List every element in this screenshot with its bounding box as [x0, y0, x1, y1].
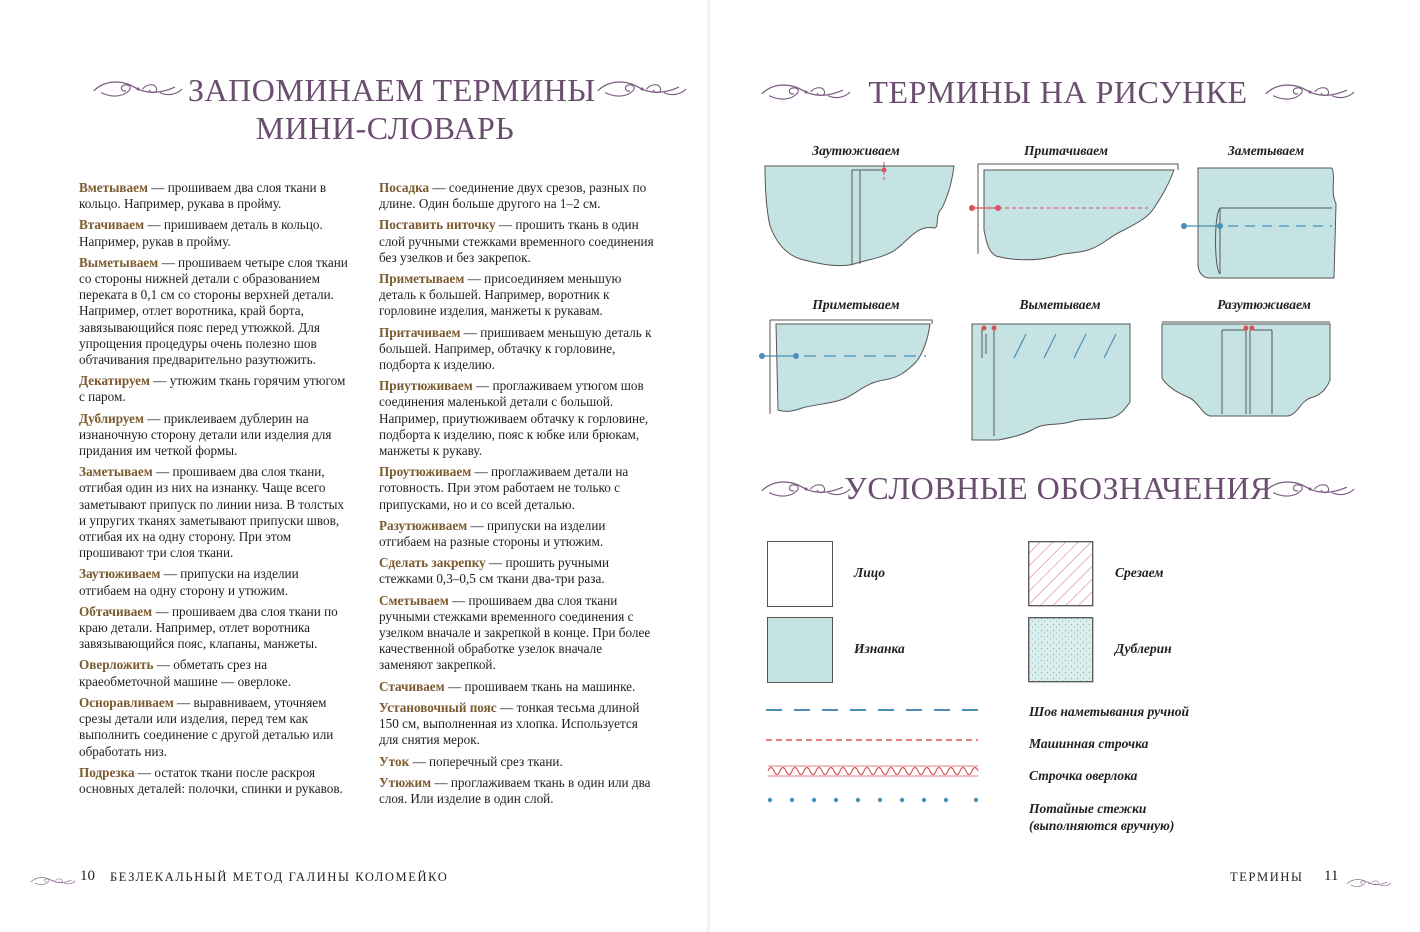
swatch-back — [767, 617, 833, 683]
glossary-definition: обметать срез на краеобметочной машине — оверлоке. — [79, 657, 291, 689]
glossary-term: Обтачиваем — [79, 603, 153, 619]
glossary-definition: прошиваем два слоя ткани по краю детали. Например, отлет воротника завязывающийся пояс, клапаны, манжеты. — [79, 603, 338, 652]
glossary-term: Разутюживаем — [379, 517, 468, 533]
glossary-definition: припуски на изделии отгибаем на разные стороны и утюжим. — [379, 517, 606, 550]
swatch-face — [767, 541, 833, 607]
glossary-definition: выравниваем, уточняем срезы детали или изделия, перед тем как выполнить соединение с другой деталью или обработать низ. — [79, 694, 334, 759]
glossary-term: Вметываем — [79, 180, 148, 195]
glossary-definition: прошить ткань в один слой ручными стежками временного соединения без узелков и без закрепок. — [379, 217, 654, 265]
glossary-term: Притачиваем — [379, 324, 461, 340]
glossary-entry: Приметываем — присоединяем меньшую деталь к большей. Например, воротник к горловине изделия, манжеты к рукавам. — [379, 271, 622, 319]
glossary-entry: Установочный пояс — тонкая тесьма длиной 150 см, выполненная из хлопка. Используется для снятия мерок. — [379, 699, 640, 748]
glossary-term: Сделать закрепку — [379, 555, 486, 571]
diagram-vymetyvaem — [970, 318, 1138, 442]
diagram-razutyuzhivaem — [1160, 318, 1336, 422]
legend-label-face: Лицо — [854, 565, 886, 580]
section-title-terms: ТЕРМИНЫ НА РИСУНКЕ — [868, 74, 1248, 110]
page-subtitle: МИНИ-СЛОВАРЬ — [255, 110, 515, 146]
glossary-column-1 — [79, 180, 352, 802]
glossary-definition: поперечный срез ткани. — [428, 753, 563, 769]
flourish-ornament-icon — [1346, 876, 1392, 890]
glossary-entry: Дублируем — приклеиваем дублерин на изнаночную сторону детали или изделия для придания им четкой формы. — [79, 410, 332, 459]
diagram-label: Заметываем — [1227, 143, 1305, 158]
glossary-entry: Сметываем — прошиваем два слоя ткани ручными стежками временного соединения с узелком вначале и закрепкой в конце. При более качественной обработке узелок вначале заменяют закрепкой. — [379, 592, 651, 673]
legend-label-machine: Машинная строчка — [1029, 736, 1149, 751]
legend-label-cut: Срезаем — [1115, 565, 1164, 580]
glossary-entry: Втачиваем — пришиваем деталь в кольцо. Например, рукав в пройму. — [79, 217, 323, 249]
glossary-term: Декатируем — [79, 373, 150, 389]
glossary-definition: присоединяем меньшую деталь к большей. Например, воротник к горловине изделия, манжеты к рукавам. — [379, 271, 622, 319]
glossary-entry: Поставить ниточку — прошить ткань в один слой ручными стежками временного соединения без узелков и без закрепок. — [379, 217, 654, 265]
glossary-entry: Притачиваем — пришиваем меньшую деталь к большей. Например, обтачку к горловине, подборта к изделию. — [379, 324, 652, 373]
glossary-entry: Стачиваем — прошиваем ткань на машинке. — [379, 678, 636, 694]
flourish-ornament-icon — [30, 874, 76, 888]
diagram-label: Разутюживаем — [1217, 297, 1311, 312]
glossary-term: Подрезка — [79, 764, 135, 780]
glossary-definition: прошиваем два слоя ткани, отгибая один из них на изнанку. Чаще всего заметывают припуск по линии низа. В толстых и упругих тканях заметывают припуски швов, отгибая их на одну сторону. При этом прошивают три слоя ткани. — [79, 464, 345, 561]
glossary-definition: приклеиваем дублерин на изнаночную сторону детали или изделия для придания им четкой формы. — [79, 410, 332, 459]
diagram-zametyvaem — [1180, 164, 1342, 282]
diagram-label: Приметываем — [812, 297, 900, 312]
legend-label-basting: Шов наметывания ручной — [1029, 704, 1189, 719]
flourish-ornament-icon — [1264, 476, 1356, 502]
left-page — [0, 0, 708, 932]
glossary-definition: прошиваем четыре слоя ткани со стороны нижней детали с образованием переката в 0,1 см со стороны верхней детали. Например, отлет воротника, край борта, завязывающийся пояс перед утюжкой. Для упрощения процедуры очень полезно шов обтачивания предварительно разутюжить. — [79, 254, 348, 368]
flourish-ornament-icon — [596, 76, 688, 102]
glossary-entry: Заутюживаем — припуски на изделии отгибаем на одну сторону и утюжим. — [79, 566, 299, 598]
diagram-primetyvaem — [756, 316, 936, 418]
glossary-definition: остаток ткани после раскроя основных деталей: полочки, спинки и рукавов. — [79, 764, 343, 796]
glossary-entry: Разутюживаем — припуски на изделии отгибаем на разные стороны и утюжим. — [379, 517, 606, 550]
glossary-definition: припуски на изделии отгибаем на одну сторону и утюжим. — [79, 566, 299, 598]
glossary-definition: проглаживаем ткань в один или два слоя. Или изделие в один слой. — [379, 774, 651, 806]
glossary-definition: прошиваем два слоя ткани в кольцо. Например, рукава в пройму. — [79, 180, 327, 212]
glossary-entry: Обтачиваем — прошиваем два слоя ткани по краю детали. Например, отлет воротника завязывающийся пояс, клапаны, манжеты. — [79, 603, 338, 652]
glossary-term: Заутюживаем — [79, 566, 161, 582]
legend-label-interfacing: Дублерин — [1115, 641, 1172, 656]
flourish-ornament-icon — [1264, 79, 1356, 105]
glossary-definition: прошить ручными стежками 0,3–0,5 см ткани два-три раза. — [379, 555, 610, 587]
running-footer: ТЕРМИНЫ — [1230, 870, 1304, 884]
glossary-term: Проутюживаем — [379, 464, 472, 480]
glossary-term: Оверложить — [79, 657, 154, 673]
glossary-term: Уток — [379, 753, 410, 769]
legend-label-back: Изнанка — [854, 641, 905, 656]
glossary-term: Поставить ниточку — [379, 217, 496, 233]
glossary-term: Приутюживаем — [379, 378, 473, 394]
glossary-entry: Приутюживаем — проглаживаем утюгом шов соединения маленькой детали с большой. Например, приутюживаем обтачку к горловине, подборта к изделию, пояс к юбке или брюкам, манжеты к рукаву. — [379, 378, 649, 459]
glossary-definition: тонкая тесьма длиной 150 см, выполненная из хлопка. Используется для снятия мерок. — [379, 699, 640, 748]
glossary-term: Приметываем — [379, 271, 465, 287]
glossary-entry: Сделать закрепку — прошить ручными стежками 0,3–0,5 см ткани два-три раза. — [379, 555, 610, 587]
glossary-term: Утюжим — [379, 774, 432, 790]
swatch-cut — [1028, 541, 1094, 607]
swatch-interfacing — [1028, 617, 1094, 683]
glossary-definition: проглаживаем детали на готовность. При этом работаем не только с припусками, но и со всей деталью. — [379, 464, 629, 512]
glossary-term: Посадка — [379, 180, 430, 195]
glossary-definition: утюжим ткань горячим утюгом с паром. — [79, 373, 346, 405]
legend-line-samples — [766, 700, 982, 810]
glossary-entry: Вметываем — прошиваем два слоя ткани в кольцо. Например, рукава в пройму. — [79, 180, 327, 212]
glossary-term: Втачиваем — [79, 217, 145, 233]
glossary-entry: Уток — поперечный срез ткани. — [379, 753, 563, 769]
page-number: 11 — [1324, 868, 1339, 884]
running-footer: БЕЗЛЕКАЛЬНЫЙ МЕТОД ГАЛИНЫ КОЛОМЕЙКО — [110, 870, 449, 884]
diagram-zautyuzhivaem — [764, 160, 960, 272]
glossary-term: Дублируем — [79, 410, 144, 426]
section-title-legend: УСЛОВНЫЕ ОБОЗНАЧЕНИЯ — [844, 470, 1272, 506]
glossary-entry: Утюжим — проглаживаем ткань в один или два слоя. Или изделие в один слой. — [379, 774, 651, 806]
glossary-column-2 — [379, 180, 654, 812]
diagram-label: Притачиваем — [1023, 143, 1109, 158]
glossary-entry: Осноравливаем — выравниваем, уточняем срезы детали или изделия, перед тем как выполнить соединение с другой деталью или обработать низ. — [79, 694, 334, 759]
glossary-definition: соединение двух срезов, разных по длине. Один больше другого на 1–2 см. — [379, 180, 647, 212]
glossary-entry: Проутюживаем — проглаживаем детали на готовность. При этом работаем не только с припусками, но и со всей деталью. — [379, 464, 629, 512]
diagram-label: Заутюживаем — [812, 143, 900, 158]
glossary-term: Заметываем — [79, 464, 153, 480]
glossary-term: Стачиваем — [379, 678, 445, 694]
diagram-label: Выметываем — [1019, 297, 1101, 312]
glossary-term: Установочный пояс — [379, 699, 497, 715]
glossary-definition: проглаживаем утюгом шов соединения маленькой детали с большой. Например, приутюживаем обтачку к горловине, подборта к изделию, пояс к юбке или брюкам, манжеты к рукаву. — [379, 378, 649, 459]
flourish-ornament-icon — [760, 79, 852, 105]
flourish-ornament-icon — [92, 76, 184, 102]
glossary-entry: Заметываем — прошиваем два слоя ткани, отгибая один из них на изнанку. Чаще всего заметывают припуск по линии низа. В толстых и упругих тканях заметывают припуски швов, отгибая их на одну сторону. При этом прошивают три слоя ткани. — [79, 464, 345, 561]
glossary-definition: прошиваем ткань на машинке. — [464, 678, 636, 694]
legend-label-hidden: Потайные стежки — [1029, 801, 1147, 816]
glossary-entry: Посадка — соединение двух срезов, разных по длине. Один больше другого на 1–2 см. — [379, 180, 647, 212]
right-page — [710, 0, 1420, 932]
glossary-entry: Оверложить — обметать срез на краеобметочной машине — оверлоке. — [79, 657, 291, 689]
page-title: ЗАПОМИНАЕМ ТЕРМИНЫ — [188, 72, 596, 108]
glossary-entry: Подрезка — остаток ткани после раскроя основных деталей: полочки, спинки и рукавов. — [79, 764, 343, 796]
glossary-term: Выметываем — [79, 254, 159, 270]
glossary-definition: пришиваем меньшую деталь к большей. Например, обтачку к горловине, подборта к изделию. — [379, 324, 652, 373]
glossary-term: Сметываем — [379, 592, 449, 608]
glossary-definition: прошиваем два слоя ткани ручными стежками временного соединения с узелком вначале и закрепкой в конце. При более качественной обработке узелок вначале заменяют закрепкой. — [379, 592, 651, 673]
legend-label-overlock: Строчка оверлока — [1029, 768, 1138, 783]
glossary-entry: Выметываем — прошиваем четыре слоя ткани со стороны нижней детали с образованием переката в 0,1 см со стороны верхней детали. Например, отлет воротника, край борта, завязывающийся пояс перед утюжкой. Для упрощения процедуры очень полезно шов обтачивания предварительно разутюжить. — [79, 254, 348, 368]
legend-label-hidden-note: (выполняются вручную) — [1029, 818, 1175, 833]
page-number: 10 — [80, 868, 95, 884]
glossary-term: Осноравливаем — [79, 694, 174, 710]
flourish-ornament-icon — [760, 476, 852, 502]
glossary-entry: Декатируем — утюжим ткань горячим утюгом с паром. — [79, 373, 346, 405]
glossary-definition: пришиваем деталь в кольцо. Например, рукав в пройму. — [79, 217, 323, 249]
diagram-pritachivaem — [968, 160, 1180, 264]
